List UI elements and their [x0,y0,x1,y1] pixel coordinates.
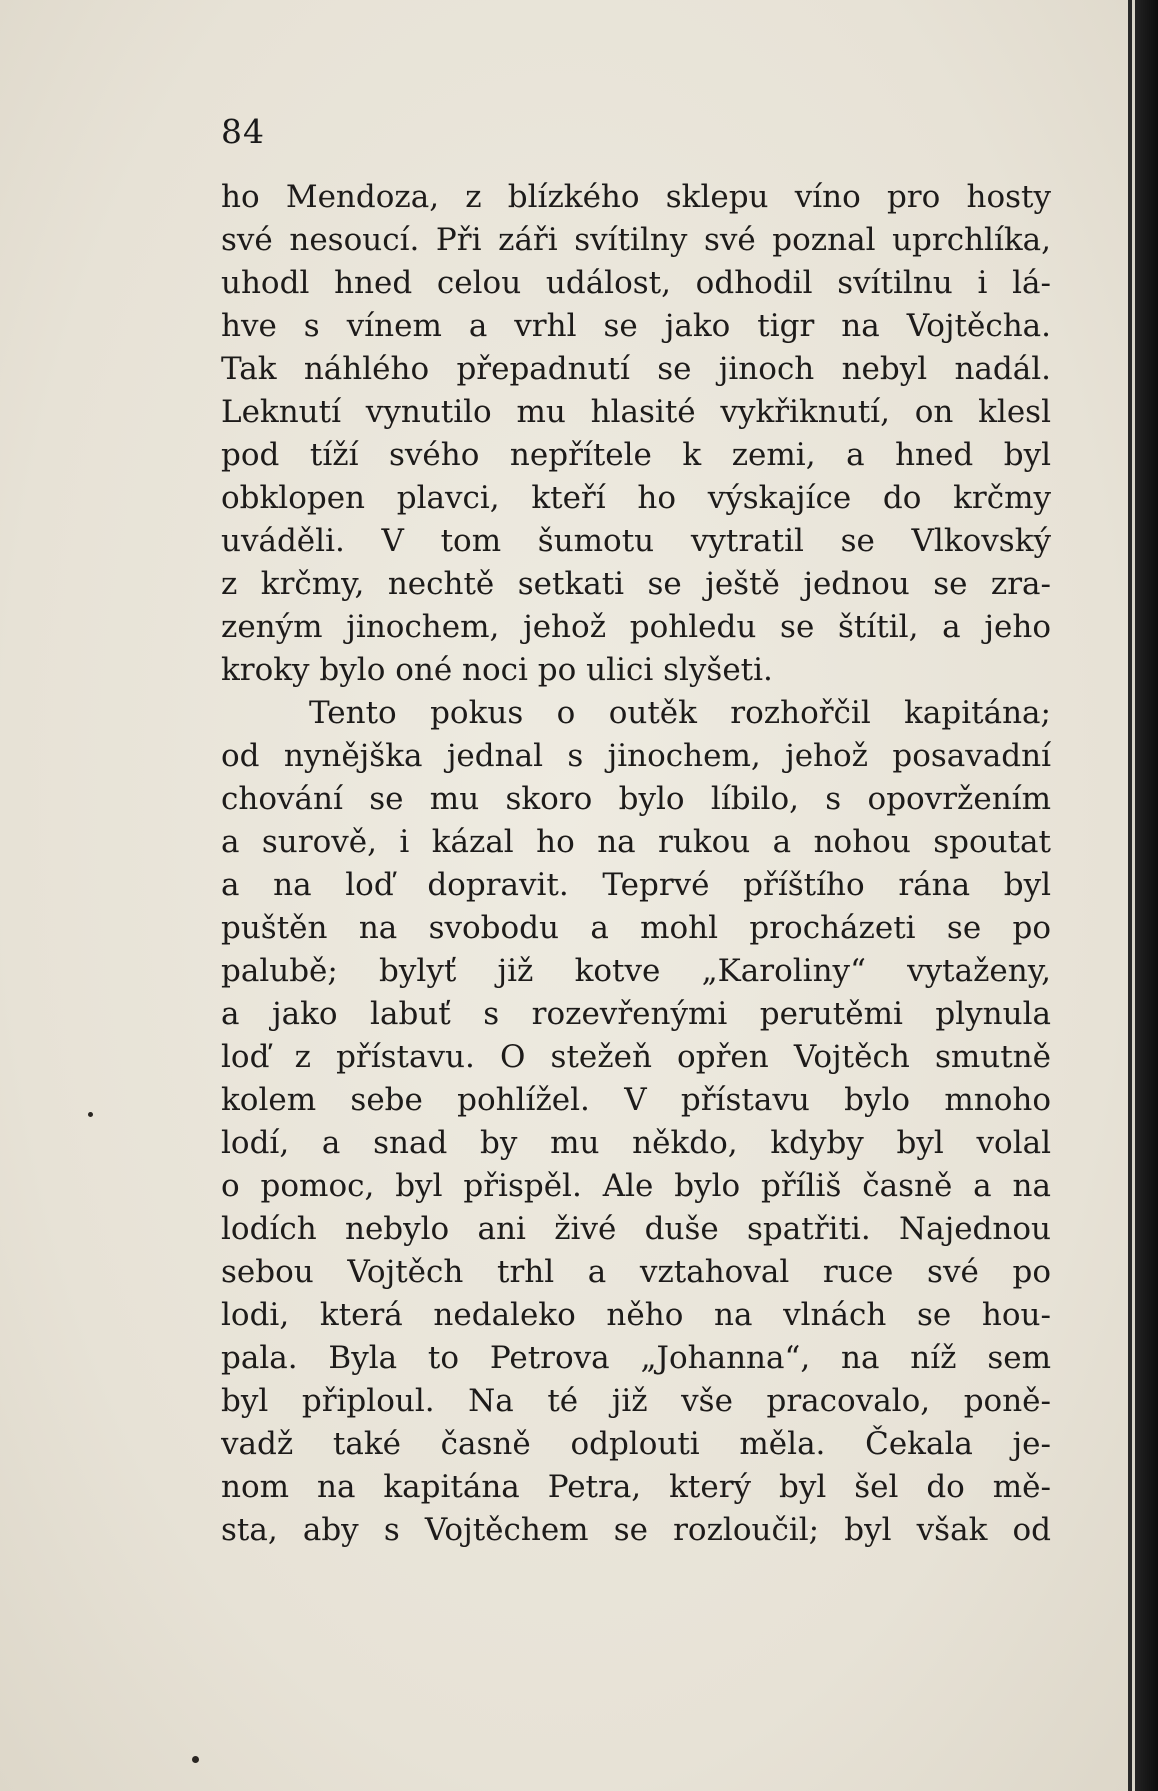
text-line: obklopen plavci, kteří ho výskajíce do krčmy [221,480,1051,516]
text-line: loď z přístavu. O stežeň opřen Vojtěch smutně [221,1039,1051,1075]
text-line: vadž také časně odplouti měla. Čekala je- [221,1426,1051,1462]
text-line: Tak náhlého přepadnutí se jinoch nebyl nadál. [221,351,1051,387]
text-line: sebou Vojtěch trhl a vztahoval ruce své po [221,1254,1051,1290]
text-line: lodích nebylo ani živé duše spatřiti. Najednou [221,1211,1051,1247]
text-line: Leknutí vynutilo mu hlasité vykřiknutí, on klesl [221,394,1051,430]
text-line: o pomoc, byl přispěl. Ale bylo příliš časně a na [221,1168,1051,1204]
text-line: Tento pokus o outěk rozhořčil kapitána; [309,695,1051,731]
text-line: kroky bylo oné noci po ulici slyšeti. [221,652,773,688]
text-line: lodi, která nedaleko něho na vlnách se hou- [221,1297,1051,1333]
text-line: své nesoucí. Při záři svítilny své poznal uprchlíka, [221,222,1051,258]
text-line: chování se mu skoro bylo líbilo, s opovržením [221,781,1051,817]
text-line: lodí, a snad by mu někdo, kdyby byl volal [221,1125,1051,1161]
page-number: 84 [221,112,265,151]
binding-edge [1128,0,1158,1791]
text-line: uhodl hned celou událost, odhodil svítilnu i lá- [221,265,1051,301]
ink-speck [88,1112,93,1117]
text-line: hve s vínem a vrhl se jako tigr na Vojtěcha. [221,308,1051,344]
text-line: puštěn na svobodu a mohl procházeti se po [221,910,1051,946]
text-line: uváděli. V tom šumotu vytratil se Vlkovský [221,523,1051,559]
text-line: byl připloul. Na té již vše pracovalo, poně- [221,1383,1051,1419]
text-line: pala. Byla to Petrova „Johanna“, na níž sem [221,1340,1051,1376]
text-line: sta, aby s Vojtěchem se rozloučil; byl však od [221,1512,1051,1548]
ink-speck [192,1756,199,1763]
text-line: zeným jinochem, jehož pohledu se štítil, a jeho [221,609,1051,645]
text-line: palubě; bylyť již kotve „Karoliny“ vytaženy, [221,953,1051,989]
text-line: a jako labuť s rozevřenými perutěmi plynula [221,996,1051,1032]
text-line: pod tíží svého nepřítele k zemi, a hned byl [221,437,1051,473]
body-text [221,176,1051,1552]
text-line: kolem sebe pohlížel. V přístavu bylo mnoho [221,1082,1051,1118]
text-line: a na loď dopravit. Teprvé příštího rána byl [221,867,1051,903]
text-line: nom na kapitána Petra, který byl šel do mě- [221,1469,1051,1505]
text-line: z krčmy, nechtě setkati se ještě jednou se zra- [221,566,1051,602]
text-line: ho Mendoza, z blízkého sklepu víno pro hosty [221,179,1051,215]
text-line: od nynějška jednal s jinochem, jehož posavadní [221,738,1051,774]
binding-edge-line [1132,0,1135,1791]
text-line: a surově, i kázal ho na rukou a nohou spoutat [221,824,1051,860]
